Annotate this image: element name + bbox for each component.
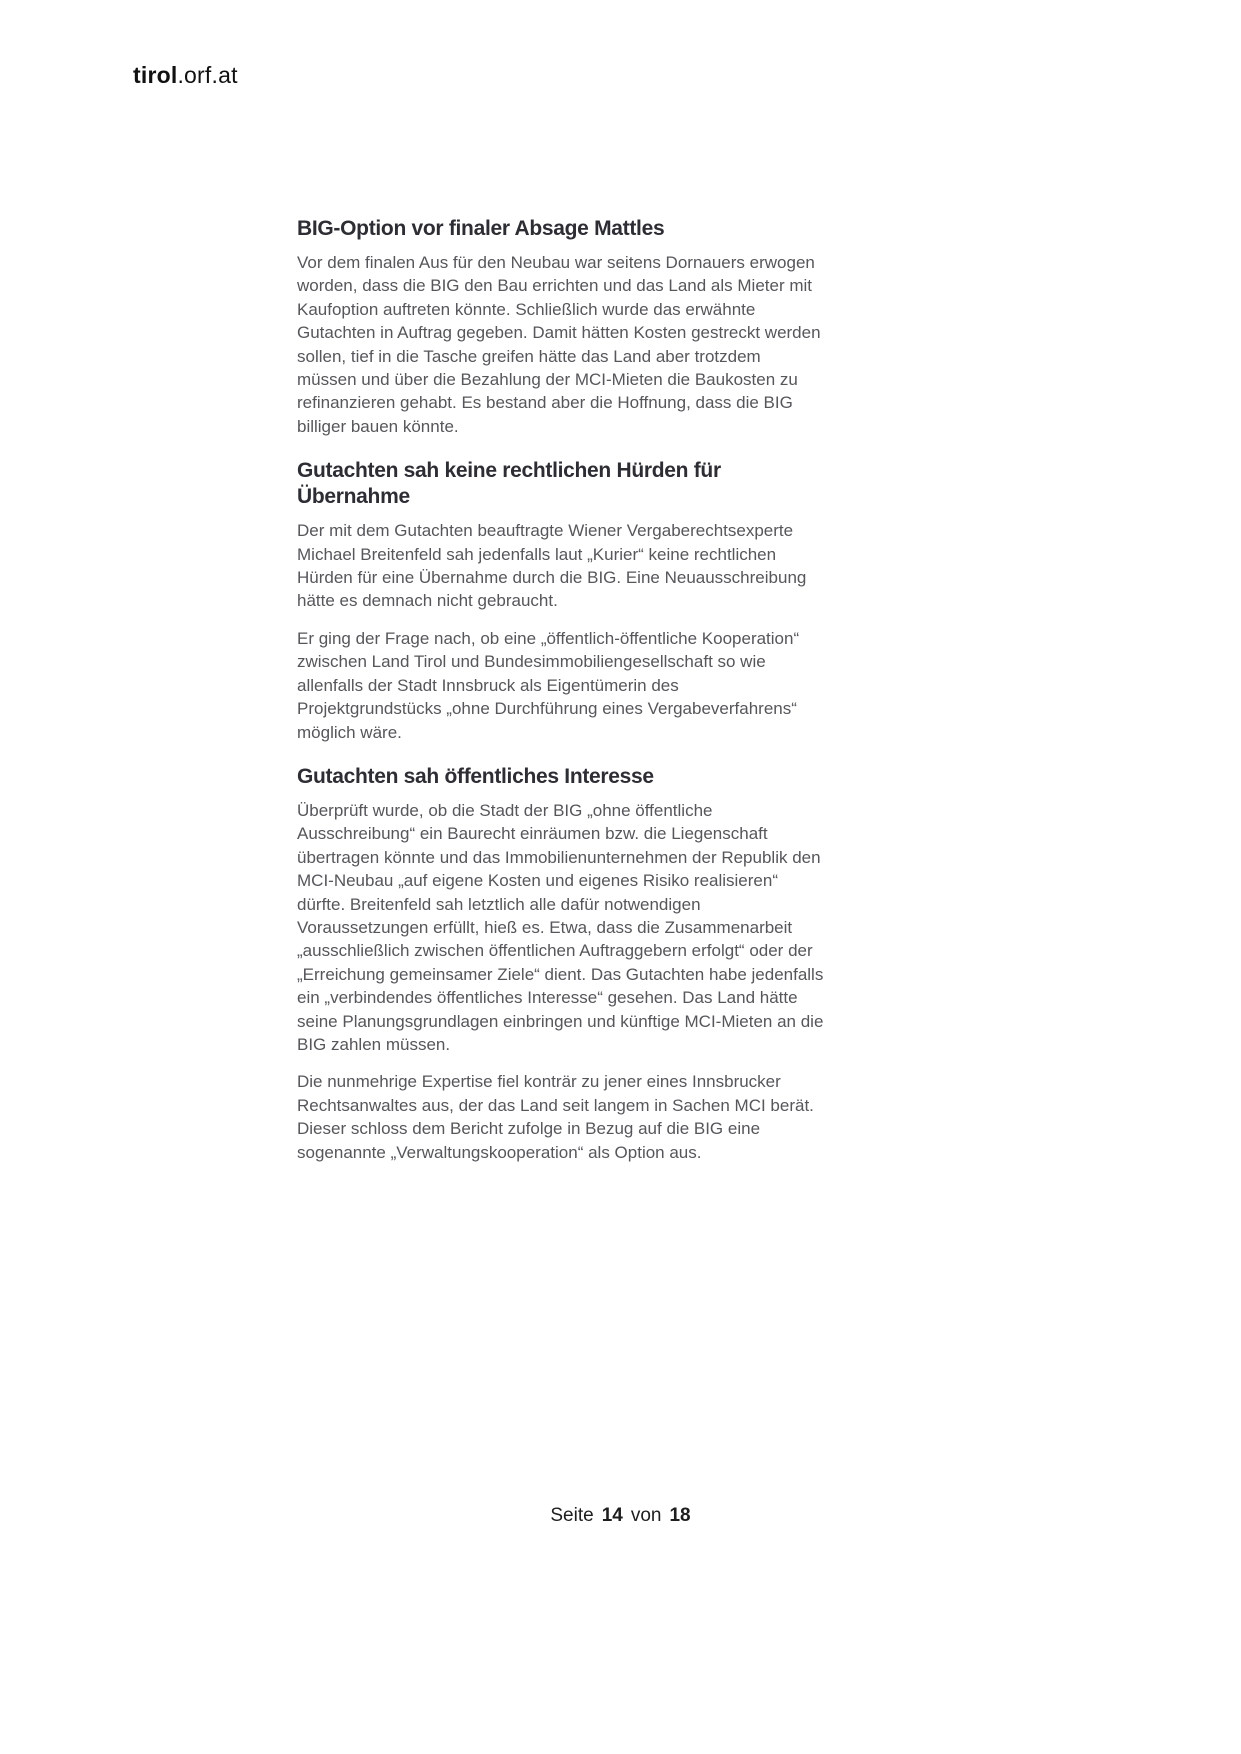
footer-label-page: Seite (550, 1505, 594, 1526)
section-heading: Gutachten sah keine rechtlichen Hürden für Übernahme (297, 459, 721, 509)
article-section (297, 216, 824, 438)
section-heading: BIG-Option vor finaler Absage Mattles (297, 217, 665, 240)
paragraph: Vor dem finalen Aus für den Neubau war seitens Dornauers erwogen worden, dass die BIG den Bau errichten und das Land als Mieter mit Kaufoption auftreten könnte. Schließlich wurde das erwähnte Gutachten in Auftrag gegeben. Damit hätten Kosten gestreckt werden sollen, tief in die Tasche greifen hätte das Land aber trotzdem müssen und über die Bezahlung der MCI-Mieten die Baukosten zu refinanzieren gehabt. Es bestand aber die Hoffnung, dass die BIG billiger bauen könnte. (297, 253, 821, 436)
footer-page-number: 14 (601, 1505, 623, 1526)
footer-total-pages: 18 (669, 1505, 691, 1526)
paragraph: Der mit dem Gutachten beauftragte Wiener Vergaberechtsexperte Michael Breitenfeld sah jedenfalls laut „Kurier“ keine rechtlichen Hürden für eine Übernahme durch die BIG. Eine Neuausschreibung hätte es demnach nicht gebraucht. (297, 521, 807, 611)
section-heading: Gutachten sah öffentliches Interesse (297, 764, 654, 788)
article-section (297, 458, 824, 744)
footer-label-of: von (630, 1505, 662, 1526)
article-section (297, 764, 824, 1164)
page-footer (0, 1505, 1241, 1527)
paragraph: Die nunmehrige Expertise fiel konträr zu jener eines Innsbrucker Rechtsanwaltes aus, der das Land seit langem in Sachen MCI berät. Dieser schloss dem Bericht zufolge in Bezug auf die BIG eine sogenannte „Verwaltungskooperation“ als Option aus. (297, 1072, 814, 1162)
paragraph: Er ging der Frage nach, ob eine „öffentlich-öffentliche Kooperation“ zwischen Land Tirol und Bundesimmobiliengesellschaft so wie allenfalls der Stadt Innsbruck als Eigentümerin des Projektgrundstücks „ohne Durchführung eines Vergabeverfahrens“ möglich wäre. (297, 628, 800, 742)
article-body (297, 216, 824, 1178)
site-logo-domain: .orf.at (177, 62, 238, 88)
site-logo-brand: tirol (133, 62, 178, 88)
site-logo (133, 62, 238, 89)
paragraph: Überprüft wurde, ob die Stadt der BIG „ohne öffentliche Ausschreibung“ ein Baurecht einräumen bzw. die Liegenschaft übertragen könnte und das Immobilienunternehmen der Republik den MCI-Neubau „auf eigene Kosten und eigenes Risiko realisieren“ dürfte. Breitenfeld sah letztlich alle dafür notwendigen Voraussetzungen erfüllt, hieß es. Etwa, dass die Zusammenarbeit „ausschließlich zwischen öffentlichen Auftraggebern erfolgt“ oder der „Erreichung gemeinsamer Ziele“ dient. Das Gutachten habe jedenfalls ein „verbindendes öffentliches Interesse“ gesehen. Das Land hätte seine Planungsgrundlagen einbringen und künftige MCI-Mieten an die BIG zahlen müssen. (297, 800, 824, 1054)
